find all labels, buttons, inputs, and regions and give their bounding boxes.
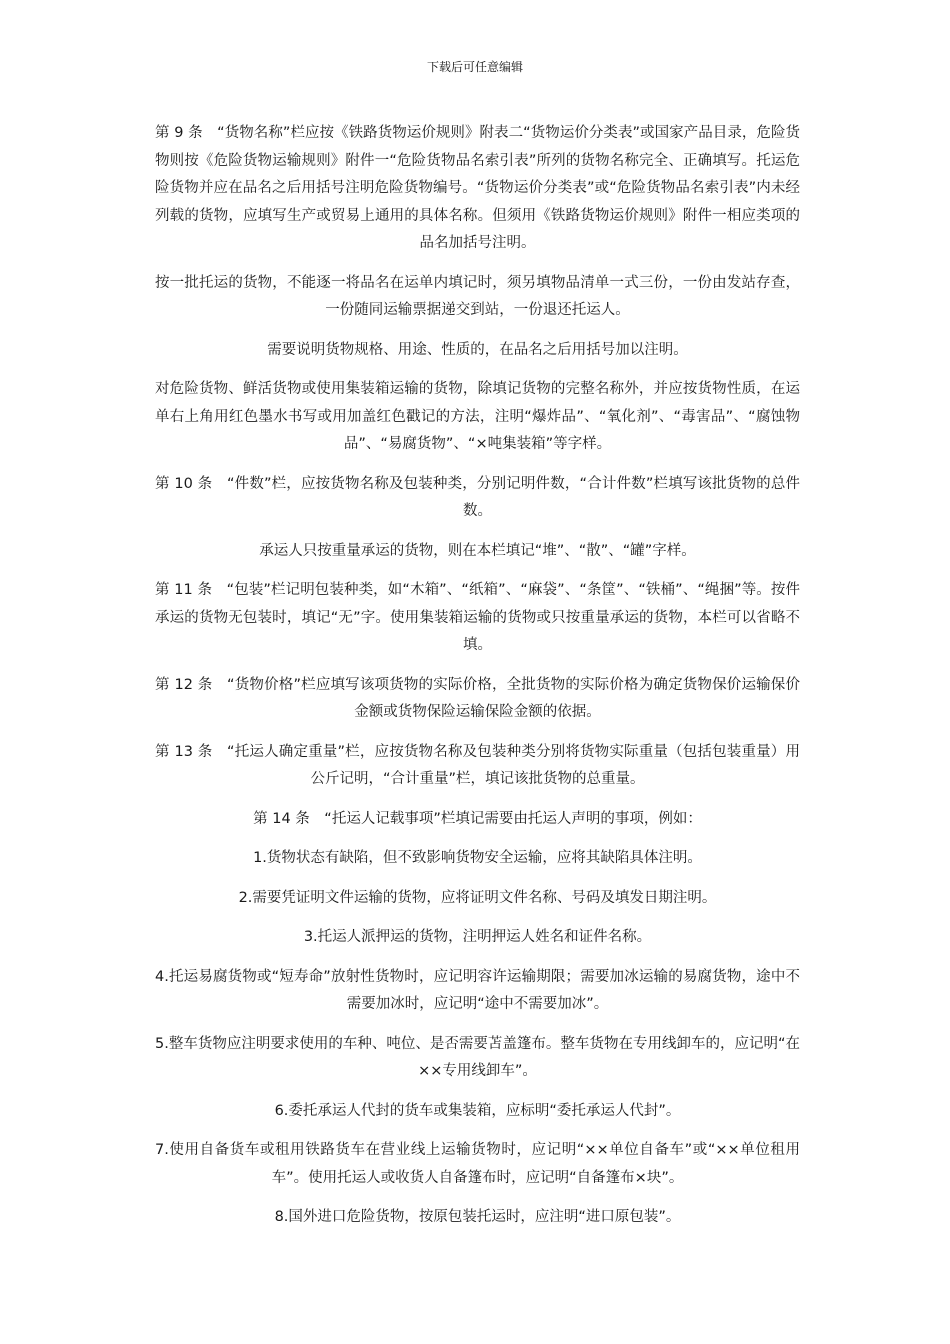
list-item: 2.需要凭证明文件运输的货物，应将证明文件名称、号码及填发日期注明。: [238, 889, 717, 906]
article-11-paragraph: 第 11 条 “包装”栏记明包装种类，如“木箱”、“纸箱”、“麻袋”、“条筐”、“铁桶”、“绳捆”等。按件承运的货物无包装时，填记“无”字。使用集装箱运输的货物或只按重量承运的货物，本栏可以省略不填。: [155, 582, 800, 653]
article-14-paragraph: 第 14 条 “托运人记载事项”栏填记需要由托运人声明的事项，例如：: [253, 810, 702, 827]
dangerous-goods-paragraph: 对危险货物、鲜活货物或使用集装箱运输的货物，除填记货物的完整名称外，并应按货物性质，在运单右上角用红色墨水书写或用加盖红色戳记的方法，注明“爆炸品”、“氧化剂”、“毒害品”、“腐蚀物品”、“易腐货物”、“×吨集装箱”等字样。: [155, 381, 800, 452]
list-item: 4.托运易腐货物或“短寿命”放射性货物时，应记明容许运输期限；需要加冰运输的易腐货物，途中不需要加冰时，应记明“途中不需要加冰”。: [155, 968, 800, 1012]
list-item: 3.托运人派押运的货物，注明押运人姓名和证件名称。: [303, 929, 652, 945]
list-item: 1.货物状态有缺陷，但不致影响货物安全运输，应将其缺陷具体注明。: [253, 850, 702, 866]
spec-note-paragraph: 需要说明货物规格、用途、性质的，在品名之后用括号加以注明。: [267, 341, 688, 358]
list-item: 6.委托承运人代封的货车或集装箱，应标明“委托承运人代封”。: [274, 1102, 681, 1119]
list-item: 5.整车货物应注明要求使用的车种、吨位、是否需要苫盖篷布。整车货物在专用线卸车的，应记明“在××专用线卸车”。: [155, 1035, 800, 1079]
list-item: 8.国外进口危险货物，按原包装托运时，应注明“进口原包装”。: [274, 1209, 681, 1225]
document-body: [155, 120, 800, 1244]
article-12-paragraph: 第 12 条 “货物价格”栏应填写该项货物的实际价格，全批货物的实际价格为确定货物保价运输保价金额或货物保险运输保险金额的依据。: [155, 676, 800, 720]
article-13-paragraph: 第 13 条 “托运人确定重量”栏，应按货物名称及包装种类分别将货物实际重量（包括包装重量）用公斤记明，“合计重量”栏，填记该批货物的总重量。: [155, 743, 800, 787]
article-9-paragraph: 第 9 条 “货物名称”栏应按《铁路货物运价规则》附表二“货物运价分类表”或国家产品目录，危险货物则按《危险货物运输规则》附件一“危险货物品名索引表”所列的货物名称完全、正确填写。托运危险货物并应在品名之后用括号注明危险货物编号。“货物运价分类表”或“危险货物品名索引表”内未经列载的货物，应填写生产或贸易上通用的具体名称。但须用《铁路货物运价规则》附件一相应类项的品名加括号注明。: [155, 125, 800, 251]
page-header: 下载后可任意编辑: [426, 60, 523, 74]
article-10-paragraph: 第 10 条 “件数”栏，应按货物名称及包装种类，分别记明件数，“合计件数”栏填写该批货物的总件数。: [155, 475, 800, 519]
batch-list-paragraph: 按一批托运的货物，不能逐一将品名在运单内填记时，须另填物品清单一式三份，一份由发站存查，一份随同运输票据递交到站，一份退还托运人。: [155, 274, 800, 318]
list-item: 7.使用自备货车或租用铁路货车在营业线上运输货物时，应记明“××单位自备车”或“××单位租用车”。使用托运人或收货人自备篷布时，应记明“自备篷布×块”。: [155, 1142, 800, 1186]
weight-only-paragraph: 承运人只按重量承运的货物，则在本栏填记“堆”、“散”、“罐”字样。: [259, 542, 696, 559]
